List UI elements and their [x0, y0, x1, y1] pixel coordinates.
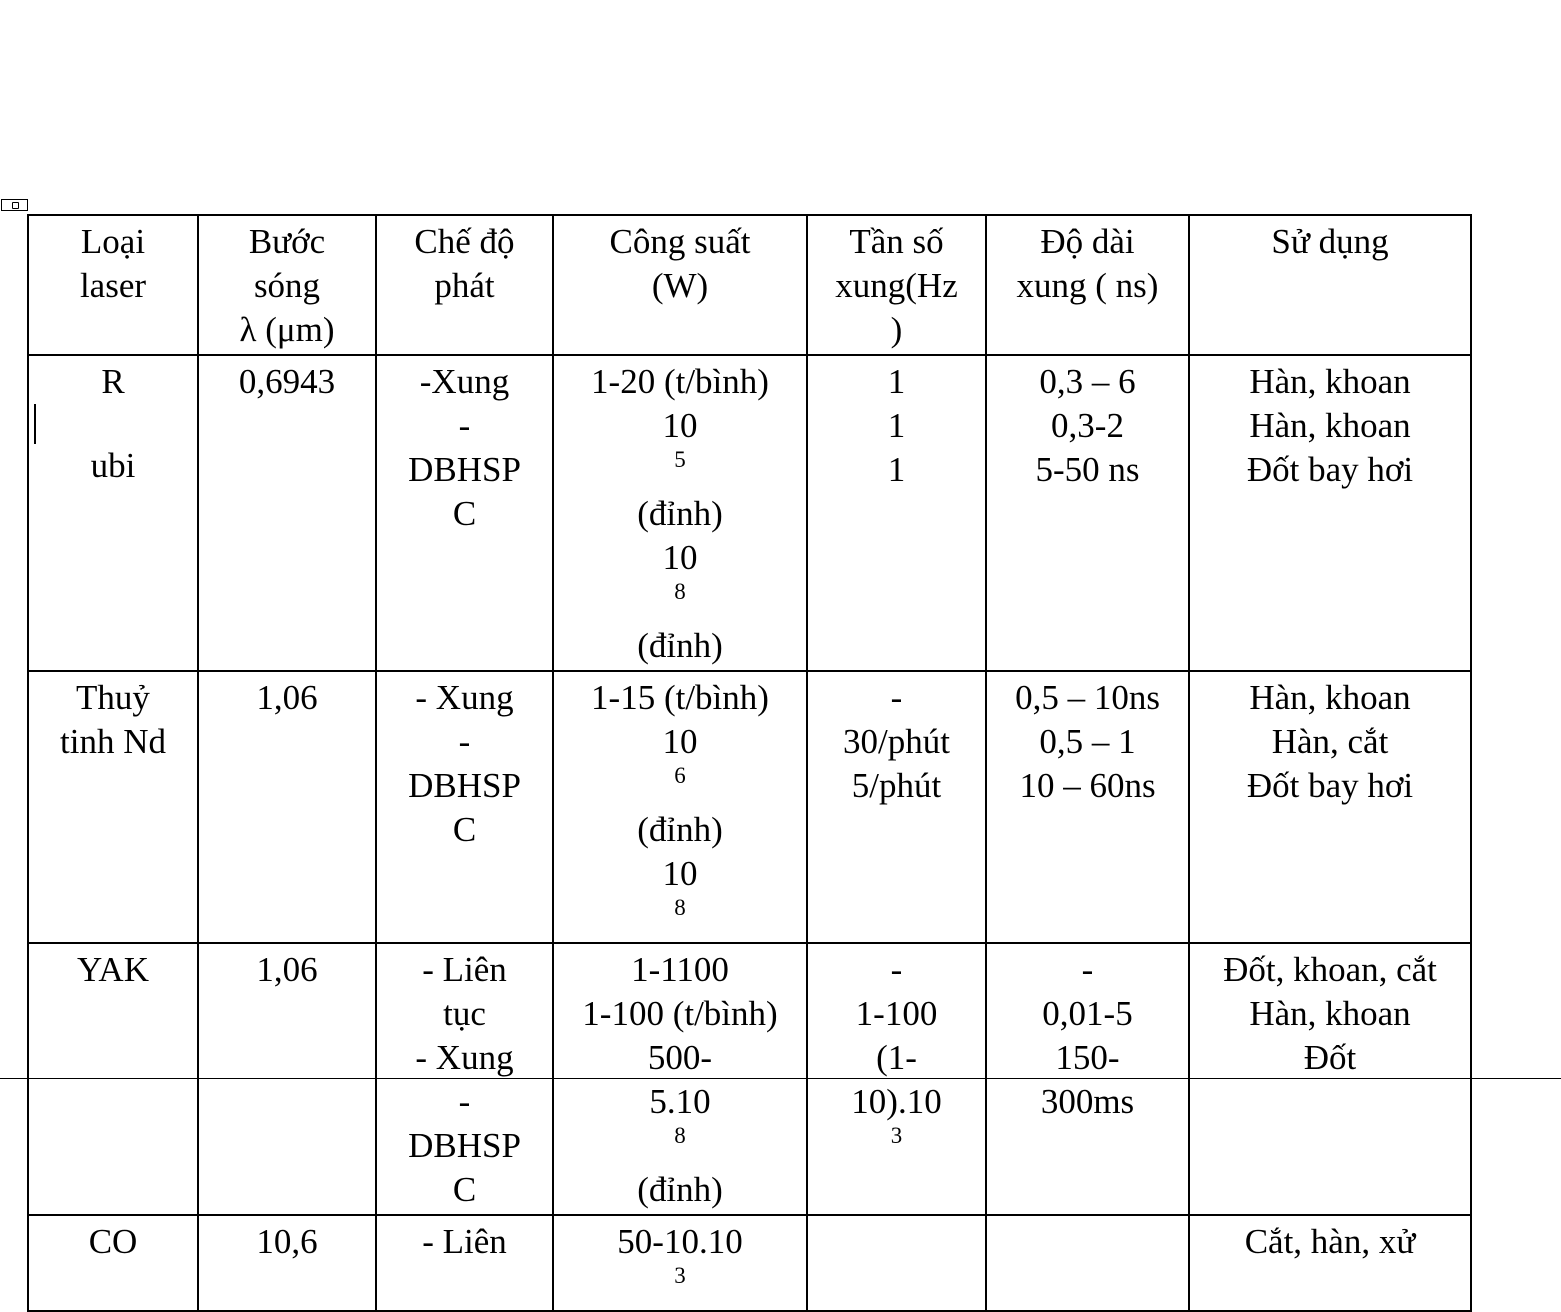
header-mode: Chế độ phát — [376, 215, 553, 355]
cell-laser-type[interactable]: R ubi — [28, 355, 198, 671]
table-row — [28, 671, 1471, 943]
header-wavelength: Bước sóng λ (μm) — [198, 215, 376, 355]
cell-laser-type[interactable]: Thuỷ tinh Nd — [28, 671, 198, 943]
cell-laser-type[interactable]: YAK — [28, 943, 198, 1215]
cell-wavelength[interactable]: 1,06 — [198, 671, 376, 943]
cell-wavelength[interactable]: 1,06 — [198, 943, 376, 1215]
header-row — [28, 215, 1471, 355]
cell-duration[interactable]: - 0,01-5 150- 300ms — [986, 943, 1189, 1215]
cell-laser-type[interactable]: CO — [28, 1215, 198, 1311]
table-row — [28, 355, 1471, 671]
cell-usage[interactable]: Hàn, khoan Hàn, khoan Đốt bay hơi — [1189, 355, 1471, 671]
cell-mode[interactable]: -Xung - DBHSP C — [376, 355, 553, 671]
page-bottom-border — [0, 1078, 1561, 1079]
cell-usage[interactable]: Cắt, hàn, xử — [1189, 1215, 1471, 1311]
header-laser-type: Loại laser — [28, 215, 198, 355]
cell-mode[interactable]: - Liên tục - Xung - DBHSP C — [376, 943, 553, 1215]
cell-power[interactable]: 1-20 (t/bình) 10 $^5$ (đỉnh) 10 $^8$ (đỉnh) — [553, 355, 807, 671]
cell-mode[interactable]: - Xung - DBHSP C — [376, 671, 553, 943]
cell-frequency[interactable]: - 30/phút 5/phút — [807, 671, 986, 943]
cell-frequency[interactable]: 1 1 1 — [807, 355, 986, 671]
cell-power[interactable]: 1-15 (t/bình) 10 $^6$ (đỉnh) 10 $^8$ — [553, 671, 807, 943]
cell-duration[interactable]: 0,5 – 10ns 0,5 – 1 10 – 60ns — [986, 671, 1189, 943]
cell-duration[interactable] — [986, 1215, 1189, 1311]
cell-power[interactable]: 1-1100 1-100 (t/bình) 500- 5.10 $^8$ (đỉnh) — [553, 943, 807, 1215]
text-cursor — [34, 404, 36, 444]
cell-usage[interactable]: Hàn, khoan Hàn, cắt Đốt bay hơi — [1189, 671, 1471, 943]
cell-mode[interactable]: - Liên — [376, 1215, 553, 1311]
cell-frequency[interactable] — [807, 1215, 986, 1311]
laser-table-container — [27, 214, 1471, 1288]
cell-wavelength[interactable]: 0,6943 — [198, 355, 376, 671]
laser-table — [27, 214, 1472, 1312]
cell-frequency[interactable]: - 1-100 (1- 10).10 $^3$ — [807, 943, 986, 1215]
table-row — [28, 943, 1471, 1215]
table-row — [28, 1215, 1471, 1311]
header-frequency: Tần số xung(Hz ) — [807, 215, 986, 355]
table-move-handle-icon[interactable] — [1, 199, 28, 211]
cell-power[interactable]: 50-10.10 $^3$ — [553, 1215, 807, 1311]
header-power: Công suất (W) — [553, 215, 807, 355]
header-usage: Sử dụng — [1189, 215, 1471, 355]
cell-duration[interactable]: 0,3 – 6 0,3-2 5-50 ns — [986, 355, 1189, 671]
cell-wavelength[interactable]: 10,6 — [198, 1215, 376, 1311]
cell-usage[interactable]: Đốt, khoan, cắt Hàn, khoan Đốt — [1189, 943, 1471, 1215]
header-duration: Độ dài xung ( ns) — [986, 215, 1189, 355]
